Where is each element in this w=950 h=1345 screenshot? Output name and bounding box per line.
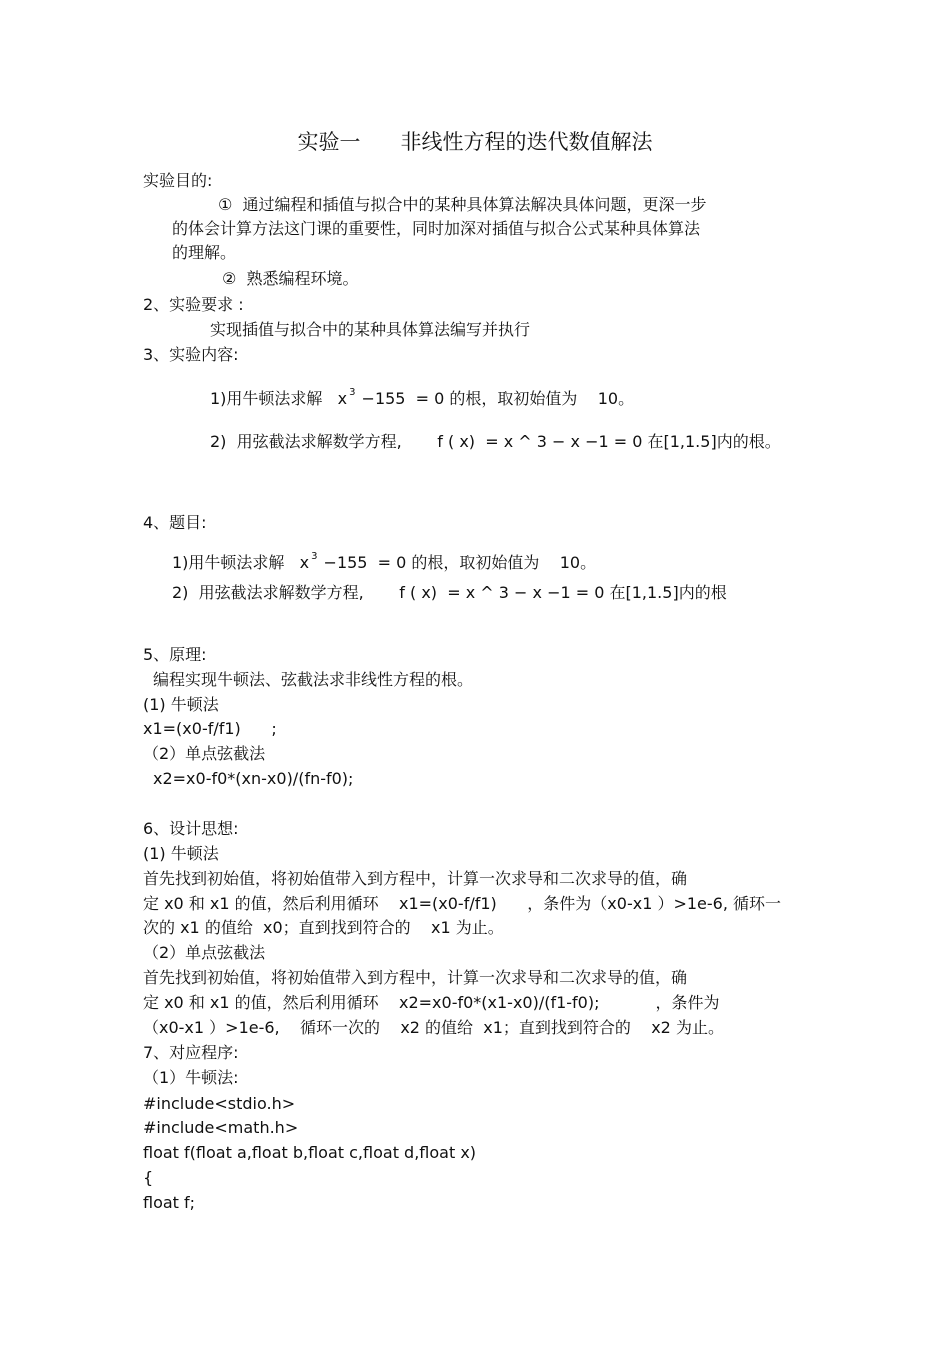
section-4-item-1: 1)用牛顿法求解 x $^3$ −155 = 0 的根，取初始值为 10。 <box>172 551 597 572</box>
section-5-method-2: （2）单点弦截法 <box>143 744 266 763</box>
section-5-method-1: (1) 牛顿法 <box>143 695 219 714</box>
section-1-paragraph-line: 的体会计算方法这门课的重要性，同时加深对插值与拟合公式某种具体算法 <box>172 219 701 238</box>
code-line: float f; <box>143 1193 196 1212</box>
section-6-text-line: （x0-x1 ）>1e-6, 循环一次的 x2 的值给 x1；直到找到符合的 x2 为止。 <box>143 1018 724 1037</box>
section-3-item-1: 1)用牛顿法求解 x $^3$ −155 = 0 的根，取初始值为 10。 <box>210 387 635 408</box>
section-1-heading: 实验目的: <box>143 171 213 190</box>
section-6-text-line: 首先找到初始值，将初始值带入到方程中，计算一次求导和二次求导的值，确 <box>143 968 688 987</box>
section-7-heading: 7、对应程序: <box>143 1043 239 1062</box>
title-part-1: 实验一 <box>297 130 361 154</box>
section-4-heading: 4、题目: <box>143 513 207 532</box>
section-1-paragraph-line: ① 通过编程和插值与拟合中的某种具体算法解决具体问题，更深一步 <box>218 195 707 214</box>
code-line: float f(float a,float b,float c,float d,float x) <box>143 1143 477 1162</box>
section-5-heading: 5、原理: <box>143 645 207 664</box>
section-3-heading: 3、实验内容: <box>143 345 239 364</box>
code-line: { <box>143 1168 154 1187</box>
section-5-formula-1: x1=(x0-f/f1) ; <box>143 719 277 738</box>
section-5-formula-2: x2=x0-f0*(xn-x0)/(fn-f0); <box>153 769 354 788</box>
section-2-heading: 2、实验要求 : <box>143 295 244 314</box>
section-3-item-2: 2) 用弦截法求解数学方程, f ( x) = x ^ 3 − x −1 = 0 在[1,1.5]内的根。 <box>210 432 781 451</box>
section-1-point-2: ② 熟悉编程环境。 <box>222 269 359 288</box>
section-5-intro: 编程实现牛顿法、弦截法求非线性方程的根。 <box>153 670 474 689</box>
section-6-text-line: 定 x0 和 x1 的值，然后利用循环 x2=x0-f0*(x1-x0)/(f1-f0); ，条件为 <box>143 993 720 1012</box>
title-part-2: 非线性方程的迭代数值解法 <box>400 130 653 154</box>
section-7-subheading: （1）牛顿法: <box>143 1068 239 1087</box>
section-2-text: 实现插值与拟合中的某种具体算法编写并执行 <box>210 320 531 339</box>
code-line: #include<stdio.h> <box>143 1094 296 1113</box>
section-6-text-line: 定 x0 和 x1 的值，然后利用循环 x1=(x0-f/f1) ，条件为（x0-x1 ）>1e-6, 循环一 <box>143 894 782 913</box>
section-6-method-2: （2）单点弦截法 <box>143 943 266 962</box>
section-6-text-line: 首先找到初始值，将初始值带入到方程中，计算一次求导和二次求导的值，确 <box>143 869 688 888</box>
page-title <box>0 128 950 156</box>
section-1-paragraph-line: 的理解。 <box>172 243 237 262</box>
section-6-heading: 6、设计思想: <box>143 819 239 838</box>
section-4-item-2: 2) 用弦截法求解数学方程, f ( x) = x ^ 3 − x −1 = 0 在[1,1.5]内的根 <box>172 583 727 602</box>
section-6-text-line: 次的 x1 的值给 x0；直到找到符合的 x1 为止。 <box>143 918 504 937</box>
section-6-method-1: (1) 牛顿法 <box>143 844 219 863</box>
code-line: #include<math.h> <box>143 1118 299 1137</box>
